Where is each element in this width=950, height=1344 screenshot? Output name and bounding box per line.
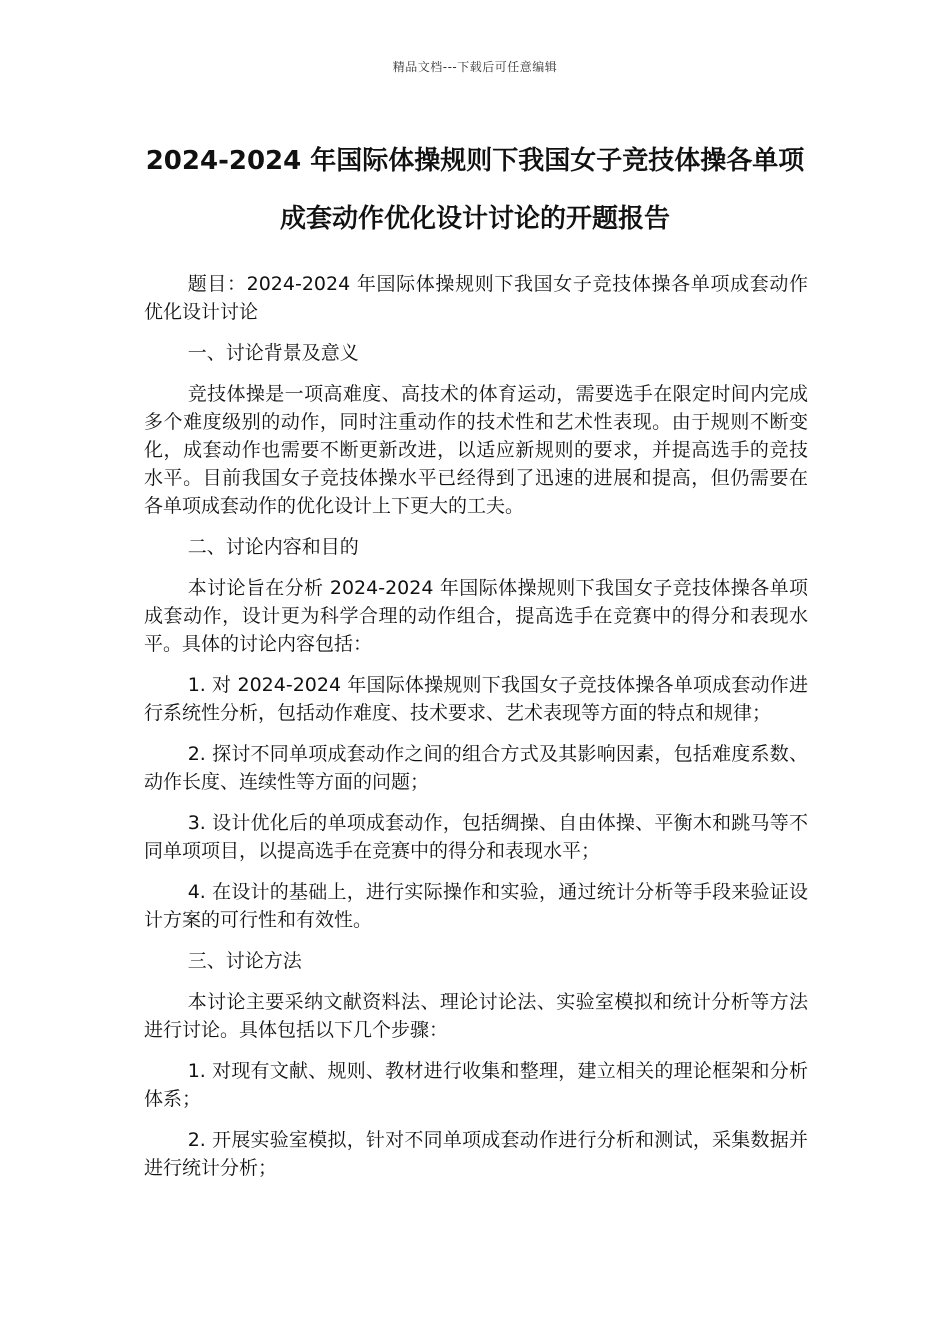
topic-paragraph: 题目：2024-2024 年国际体操规则下我国女子竞技体操各单项成套动作优化设计讨论: [144, 273, 808, 323]
document-body: [144, 270, 808, 1195]
section-heading-background: 一、讨论背景及意义: [187, 342, 359, 364]
content-item-2: 2. 探讨不同单项成套动作之间的组合方式及其影响因素，包括难度系数、动作长度、连续性等方面的问题；: [144, 743, 808, 793]
content-item-3: 3. 设计优化后的单项成套动作，包括绸操、自由体操、平衡木和跳马等不同单项项目，以提高选手在竞赛中的得分和表现水平；: [144, 812, 808, 862]
background-paragraph: 竞技体操是一项高难度、高技术的体育运动，需要选手在限定时间内完成多个难度级别的动作，同时注重动作的技术性和艺术性表现。由于规则不断变化，成套动作也需要不断更新改进，以适应新规则的要求，并提高选手的竞技水平。目前我国女子竞技体操水平已经得到了迅速的进展和提高，但仍需要在各单项成套动作的优化设计上下更大的工夫。: [144, 383, 808, 517]
content-intro-paragraph: 本讨论旨在分析 2024-2024 年国际体操规则下我国女子竞技体操各单项成套动作，设计更为科学合理的动作组合，提高选手在竞赛中的得分和表现水平。具体的讨论内容包括：: [144, 577, 808, 655]
method-step-1: 1. 对现有文献、规则、教材进行收集和整理，建立相关的理论框架和分析体系；: [144, 1060, 808, 1110]
section-heading-method: 三、讨论方法: [187, 950, 302, 972]
method-step-2: 2. 开展实验室模拟，针对不同单项成套动作进行分析和测试，采集数据并进行统计分析；: [144, 1129, 808, 1179]
content-item-4: 4. 在设计的基础上，进行实际操作和实验，通过统计分析等手段来验证设计方案的可行性和有效性。: [144, 881, 808, 931]
method-intro-paragraph: 本讨论主要采纳文献资料法、理论讨论法、实验室模拟和统计分析等方法进行讨论。具体包括以下几个步骤：: [144, 991, 808, 1041]
page-header: 精品文档---下载后可任意编辑: [392, 60, 558, 74]
section-heading-content: 二、讨论内容和目的: [187, 536, 359, 558]
content-item-1: 1. 对 2024-2024 年国际体操规则下我国女子竞技体操各单项成套动作进行系统性分析，包括动作难度、技术要求、艺术表现等方面的特点和规律；: [144, 674, 808, 724]
document-title: 2024-2024 年国际体操规则下我国女子竞技体操各单项成套动作优化设计讨论的开题报告: [145, 146, 805, 234]
